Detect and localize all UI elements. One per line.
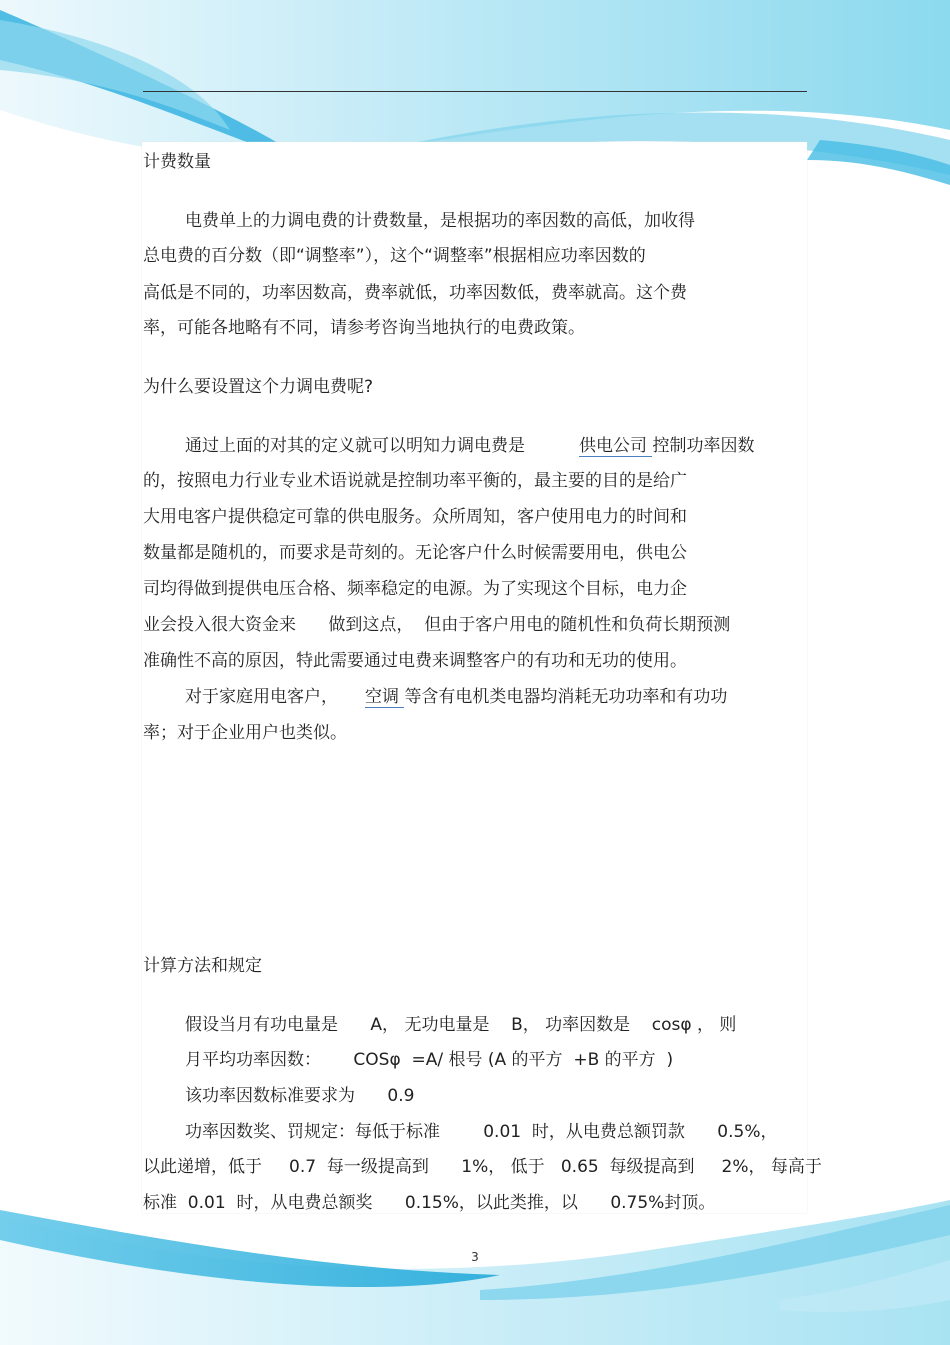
para1-line4: 率，可能各地略有不同，请参考咨询当地执行的电费政策。: [143, 318, 585, 338]
link-power-supply-company[interactable]: 供电公司: [579, 436, 653, 456]
para2-line7: 准确性不高的原因，特此需要通过电费来调整客户的有功和无功的使用。: [143, 651, 687, 671]
para1-line1: 电费单上的力调电费的计费数量，是根据功的率因数的高低，加收得: [185, 211, 695, 231]
heading-billing-quantity: 计费数量: [143, 152, 211, 172]
calc-line4: 功率因数奖、罚规定：每低于标准 0.01 时，从电费总额罚款 0.5%，: [185, 1122, 778, 1142]
para2-line2: 的，按照电力行业专业术语说就是控制功率平衡的，最主要的目的是给广: [143, 471, 687, 491]
para2-line3: 大用电客户提供稳定可靠的供电服务。众所周知，客户使用电力的时间和: [143, 507, 687, 527]
para2-line6: 业会投入很大资金来 做到这点， 但由于客户用电的随机性和负荷长期预测: [143, 615, 731, 635]
link-air-conditioner[interactable]: 空调: [365, 687, 405, 707]
para3-line2: 率；对于企业用户也类似。: [143, 723, 347, 743]
para2-line5: 司均得做到提供电压合格、频率稳定的电源。为了实现这个目标，电力企: [143, 579, 687, 599]
calc-line5: 以此递增，低于 0.7 每一级提高到 1%， 低于 0.65 每级提高到 2%， 每高于: [143, 1157, 822, 1177]
para3-line1-text-b: 等含有电机类电器均消耗无功功率和有功功: [404, 687, 728, 707]
para2-line4: 数量都是随机的，而要求是苛刻的。无论客户什么时候需要用电，供电公: [143, 543, 687, 563]
para1-line2: 总电费的百分数（即“调整率”），这个“调整率”根据相应功率因数的: [143, 246, 646, 266]
para2-line1: [185, 435, 754, 457]
calc-line1: 假设当月有功电量是 A， 无功电量是 B， 功率因数是 cosφ ， 则: [185, 1015, 737, 1035]
calc-line6: 标准 0.01 时，从电费总额奖 0.15%，以此类推，以 0.75%封顶。: [143, 1193, 716, 1213]
calc-line2: 月平均功率因数： COSφ =A/ 根号 (A 的平方 +B 的平方 ): [185, 1050, 674, 1070]
para3-line1-text-a: 对于家庭用电客户，: [185, 687, 366, 707]
heading-calculation: 计算方法和规定: [143, 956, 262, 976]
heading-why: 为什么要设置这个力调电费呢?: [143, 377, 374, 397]
page-number: 3: [471, 1250, 479, 1264]
header-rule: [143, 91, 807, 92]
para1-line3: 高低是不同的，功率因数高，费率就低，功率因数低，费率就高。这个费: [143, 283, 687, 303]
para2-line1-text-b: 控制功率因数: [652, 436, 755, 456]
para3-line1: [185, 686, 727, 708]
para2-line1-text-a: 通过上面的对其的定义就可以明知力调电费是: [185, 436, 580, 456]
calc-line3: 该功率因数标准要求为 0.9: [185, 1086, 415, 1106]
